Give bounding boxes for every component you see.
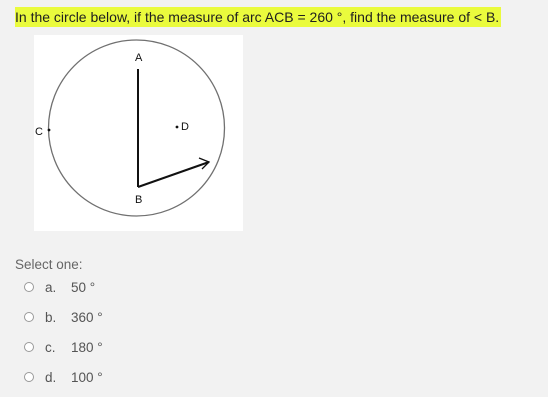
radio-d[interactable] [24,372,34,382]
label-b: B [135,194,143,206]
tangent-ray [138,162,209,187]
question-text: In the circle below, if the measure of arc ACB = 260 °, find the measure of < B. [15,9,500,25]
option-d-letter: d. [45,369,57,385]
option-a[interactable] [24,278,95,296]
option-a-letter: a. [45,279,57,295]
radio-c[interactable] [24,342,34,352]
circle-figure [34,35,243,231]
option-a-text: 50 ° [71,279,96,295]
option-c[interactable] [24,338,103,356]
option-c-text: 180 ° [71,339,103,355]
option-d[interactable] [24,368,103,386]
label-a: A [135,52,143,64]
radio-a[interactable] [24,282,34,292]
option-b-letter: b. [45,309,57,325]
label-d: D [181,121,189,133]
option-b[interactable] [24,308,103,326]
label-c: C [35,126,43,138]
option-c-letter: c. [45,339,56,355]
point-c-marker [48,129,51,132]
select-one-prompt: Select one: [15,257,83,272]
option-b-text: 360 ° [71,309,103,325]
point-d-marker [176,126,179,129]
circle-outline [49,40,225,216]
option-d-text: 100 ° [71,369,103,385]
radio-b[interactable] [24,312,34,322]
